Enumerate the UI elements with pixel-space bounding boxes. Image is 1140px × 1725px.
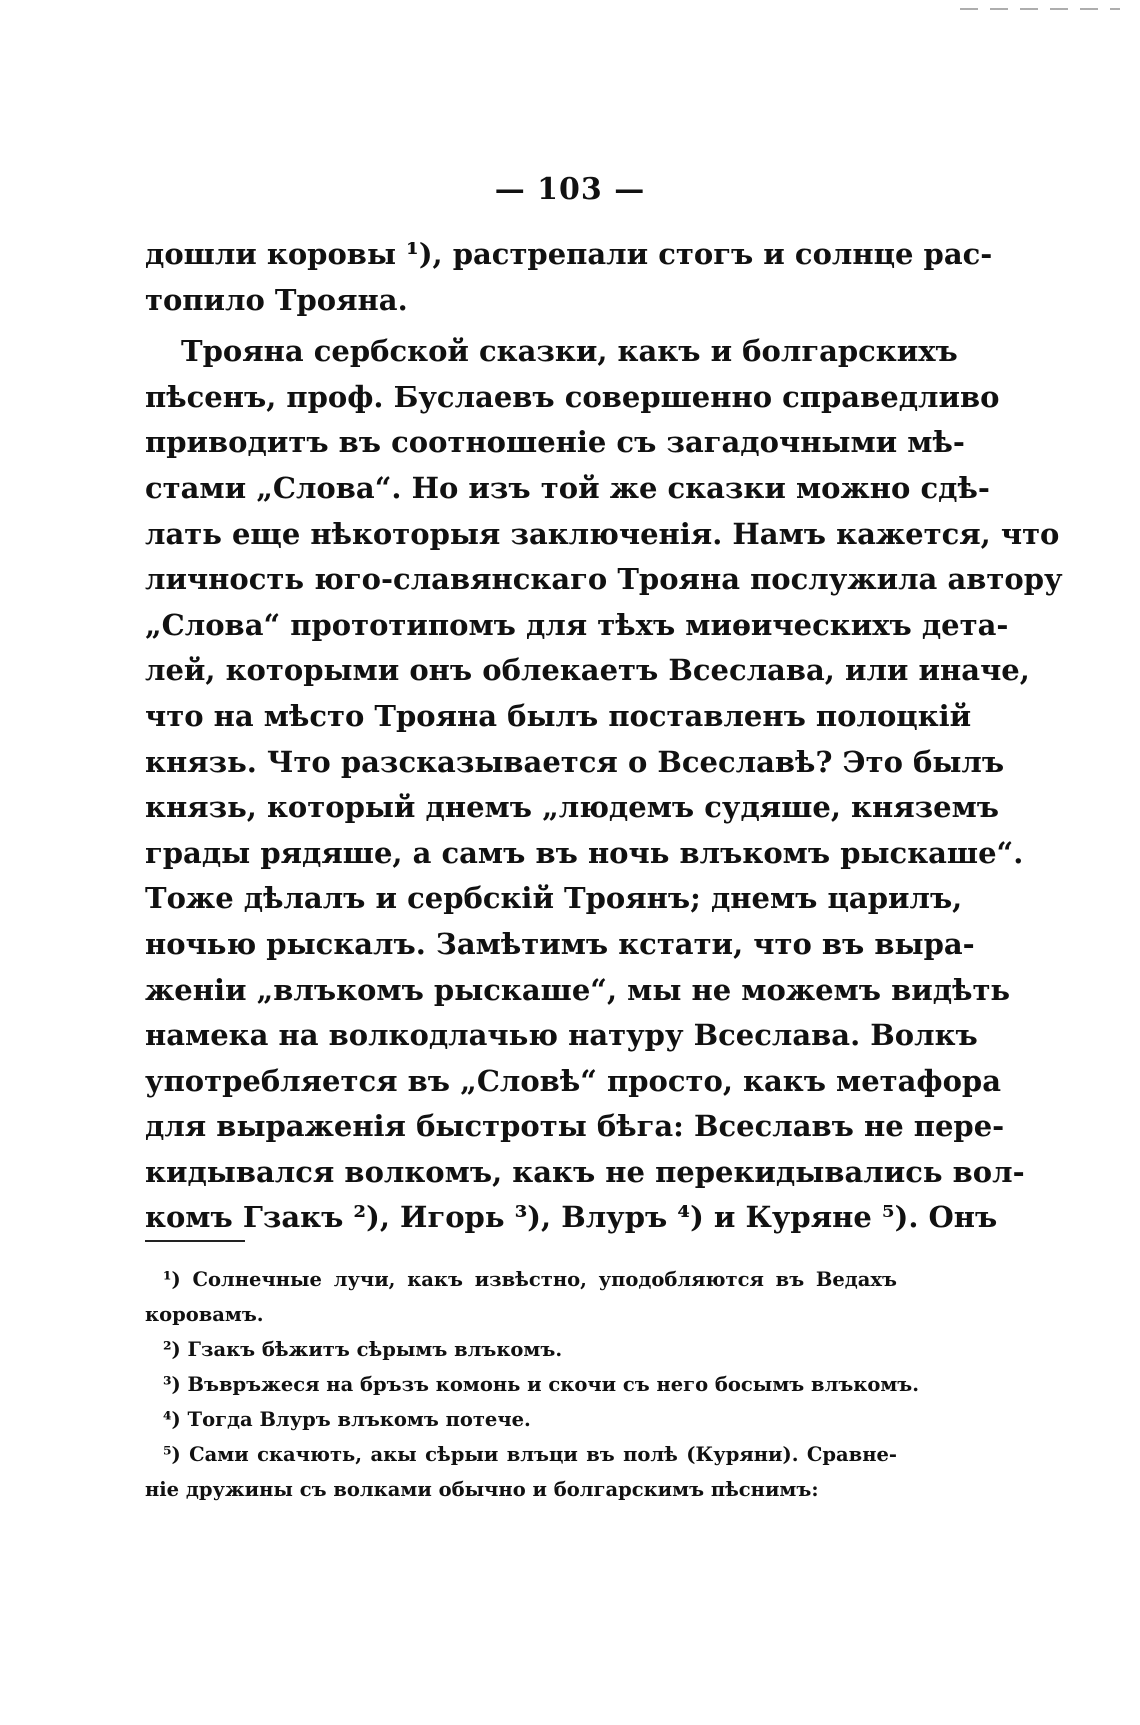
page-number: — 103 —	[494, 172, 646, 207]
text-line: намека на волкодлачью натуру Всеслава. Волкъ	[145, 1018, 978, 1053]
text-line: пѣсенъ, проф. Буслаевъ совершенно справедливо	[145, 379, 1000, 414]
text-line: для выраженія быстроты бѣга: Всеславъ не пере-	[145, 1109, 1005, 1144]
text-line: князь, который днемъ „людемъ судяше, княземъ	[145, 790, 1000, 825]
footnote-divider	[145, 1240, 245, 1242]
text-line: топило Трояна.	[145, 282, 408, 317]
text-line: употребляется въ „Словѣ“ просто, какъ метафора	[145, 1063, 1001, 1098]
text-line: женіи „влъкомъ рыскаше“, мы не можемъ видѣть	[145, 972, 1011, 1007]
footnote-line: ніе дружины съ волками обычно и болгарскимъ пѣснимъ:	[145, 1478, 819, 1501]
main-text	[145, 232, 1063, 1241]
text-line: кидывался волкомъ, какъ не перекидывались вол-	[145, 1154, 1025, 1189]
footnote-line: ⁴) Тогда Влуръ влъкомъ потече.	[163, 1408, 531, 1431]
text-line: лей, которыми онъ облекаетъ Всеслава, или иначе,	[145, 653, 1030, 688]
text-line: личность юго-славянскаго Трояна послужила автору	[145, 562, 1063, 597]
text-line: ночью рыскалъ. Замѣтимъ кстати, что въ выра-	[145, 926, 975, 961]
text-line: дошли коровы ¹), растрепали стогъ и солнце рас-	[145, 237, 993, 271]
text-line: стами „Слова“. Но изъ той же сказки можно сдѣ-	[145, 470, 990, 505]
text-line: грады рядяше, а самъ въ ночь влъкомъ рыскаше“.	[145, 835, 1024, 870]
text-line: Трояна сербской сказки, какъ и болгарскихъ	[181, 334, 958, 369]
footnotes	[145, 1262, 920, 1507]
footnote-line: ¹) Солнечные лучи, какъ извѣстно, уподобляются въ Ведахъ	[163, 1268, 897, 1291]
scan-edge-mark	[960, 8, 1120, 10]
footnote-line: ³) Въвръжеся на бръзъ комонь и скочи съ него босымъ влъкомъ.	[163, 1373, 920, 1396]
text-line: Тоже дѣлалъ и сербскій Троянъ; днемъ царилъ,	[145, 881, 963, 916]
footnote-line: коровамъ.	[145, 1303, 264, 1326]
text-line: комъ Гзакъ ²), Игорь ³), Влуръ ⁴) и Куряне ⁵). Онъ	[145, 1200, 998, 1235]
text-line: лать еще нѣкоторыя заключенія. Намъ кажется, что	[145, 516, 1060, 551]
text-line: князь. Что разсказывается о Всеславѣ? Это былъ	[145, 744, 1005, 779]
text-line: приводитъ въ соотношеніе съ загадочными мѣ-	[145, 425, 965, 460]
footnote-line: ⁵) Сами скачють, акы сѣрыи влъци въ полѣ (Куряни). Сравне-	[163, 1443, 897, 1466]
text-line: „Слова“ прототипомъ для тѣхъ миѳическихъ дета-	[145, 607, 1009, 642]
footnote-line: ²) Гзакъ бѣжитъ сѣрымъ влъкомъ.	[163, 1338, 563, 1361]
text-line: что на мѣсто Трояна былъ поставленъ полоцкій	[145, 698, 972, 733]
